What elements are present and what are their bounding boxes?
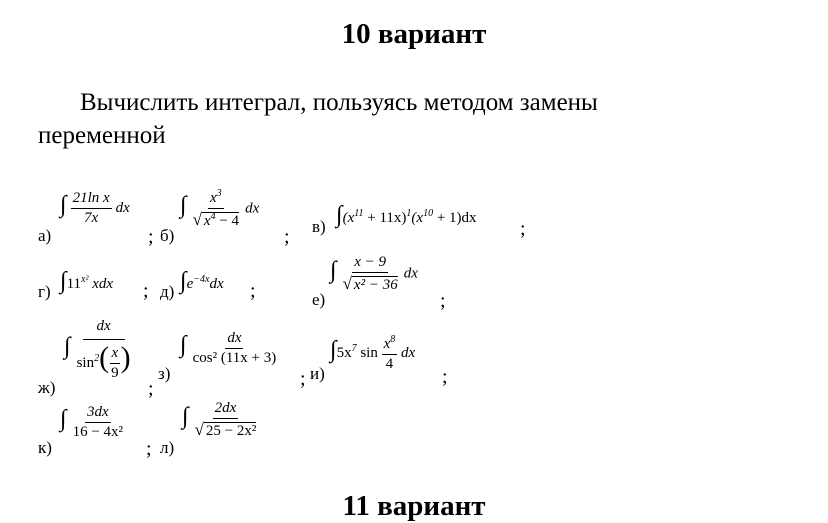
- separator-g: ;: [143, 280, 149, 302]
- item-label-i: и): [310, 364, 325, 383]
- fraction-a: $\frac{\text{21ln x}}{7x}$: [72, 190, 110, 226]
- integral-sign: ∫: [182, 403, 189, 430]
- right-paren: ): [120, 341, 131, 374]
- separator-b: ;: [284, 226, 290, 248]
- integral-sign: ∫: [180, 192, 187, 219]
- item-label-z: з): [158, 364, 171, 383]
- item-label-a: а): [38, 226, 52, 245]
- item-e-expression: ∫ $\frac{x - 9}{\text{√ x² − 36}}$ dx: [330, 254, 418, 293]
- instruction-line-1: Вычислить интеграл, пользуясь методом замены: [80, 89, 598, 116]
- integral-sign: ∫: [330, 257, 337, 284]
- separator-k: ;: [146, 438, 152, 460]
- fraction-k: $\frac{3dx}{\text{16 − 4x²}}$: [72, 404, 124, 440]
- integral-sign: ∫: [180, 268, 187, 294]
- separator-d: ;: [250, 280, 256, 302]
- separator-a: ;: [148, 226, 154, 248]
- item-b-expression: ∫ $\frac{x^3}{√ x^4 - 4}$ dx: [180, 188, 260, 229]
- left-paren: (: [99, 341, 110, 374]
- item-label-k: к): [38, 438, 52, 457]
- sqrt-symbol: √: [194, 420, 204, 439]
- item-label-l: л): [160, 438, 175, 457]
- instruction-text: [38, 86, 758, 152]
- integral-sign: ∫: [336, 202, 343, 228]
- integral-sign: ∫: [180, 332, 187, 359]
- separator-i: ;: [442, 366, 448, 388]
- next-variant-heading: 11 вариант: [342, 490, 486, 522]
- item-d-expression: $\int e^{-4x}dx$: [180, 268, 224, 294]
- item-v-expression: $\int(x^{11} + 11x)^1(x^{10} + 1)dx$: [336, 202, 477, 228]
- item-a-expression: ∫ $\frac{\text{21ln x}}{7x}$ dx: [60, 190, 130, 226]
- instruction-line-2: переменной: [38, 122, 166, 149]
- item-z-expression: [180, 330, 278, 367]
- item-i-expression: $\int 5x^7$ sin $\frac{x^8}{4}$ dx: [330, 334, 416, 372]
- separator-zh: ;: [148, 378, 154, 400]
- fraction-i: $\frac{x^8}{4}$: [383, 334, 396, 372]
- fraction-e: $\frac{x - 9}{\text{√ x² − 36}}$: [342, 254, 398, 293]
- item-label-e: е): [312, 290, 326, 309]
- item-label-b: б): [160, 226, 175, 245]
- item-zh-expression: [64, 318, 133, 382]
- item-label-v: в): [312, 217, 326, 236]
- separator-v: ;: [520, 218, 526, 240]
- fraction-z: $\frac{dx}{\text{cos² (11x + 3)}}$: [192, 330, 277, 366]
- separator-z: ;: [300, 368, 306, 390]
- integral-sign: ∫: [64, 333, 71, 360]
- sqrt-symbol: √: [192, 210, 202, 229]
- item-label-zh: ж): [38, 378, 56, 397]
- integral-sign: ∫: [60, 406, 67, 433]
- fraction-zh: dx $\sin^2$( $\frac{x}{9}$ ): [76, 318, 131, 382]
- item-g-expression: $\int 11^{x^2}$ xdx: [60, 268, 114, 294]
- item-l-expression: [182, 400, 258, 440]
- item-k-expression: [60, 404, 125, 441]
- integral-sign: ∫: [60, 192, 67, 219]
- item-label-g: г): [38, 282, 51, 301]
- inner-fraction-zh: $\frac{x}{9}$: [111, 345, 119, 382]
- fraction-b: $\frac{x^3}{√ x^4 - 4}$: [192, 188, 240, 229]
- integral-sign: ∫: [60, 268, 67, 294]
- integral-sign: ∫: [330, 336, 337, 363]
- sqrt-symbol: √: [342, 274, 352, 293]
- item-label-d: д): [160, 282, 175, 301]
- variant-heading: 10 вариант: [341, 18, 487, 50]
- fraction-l: $\frac{2dx}{\text{√ 25 − 2x²}}$: [194, 400, 257, 439]
- separator-e: ;: [440, 290, 446, 312]
